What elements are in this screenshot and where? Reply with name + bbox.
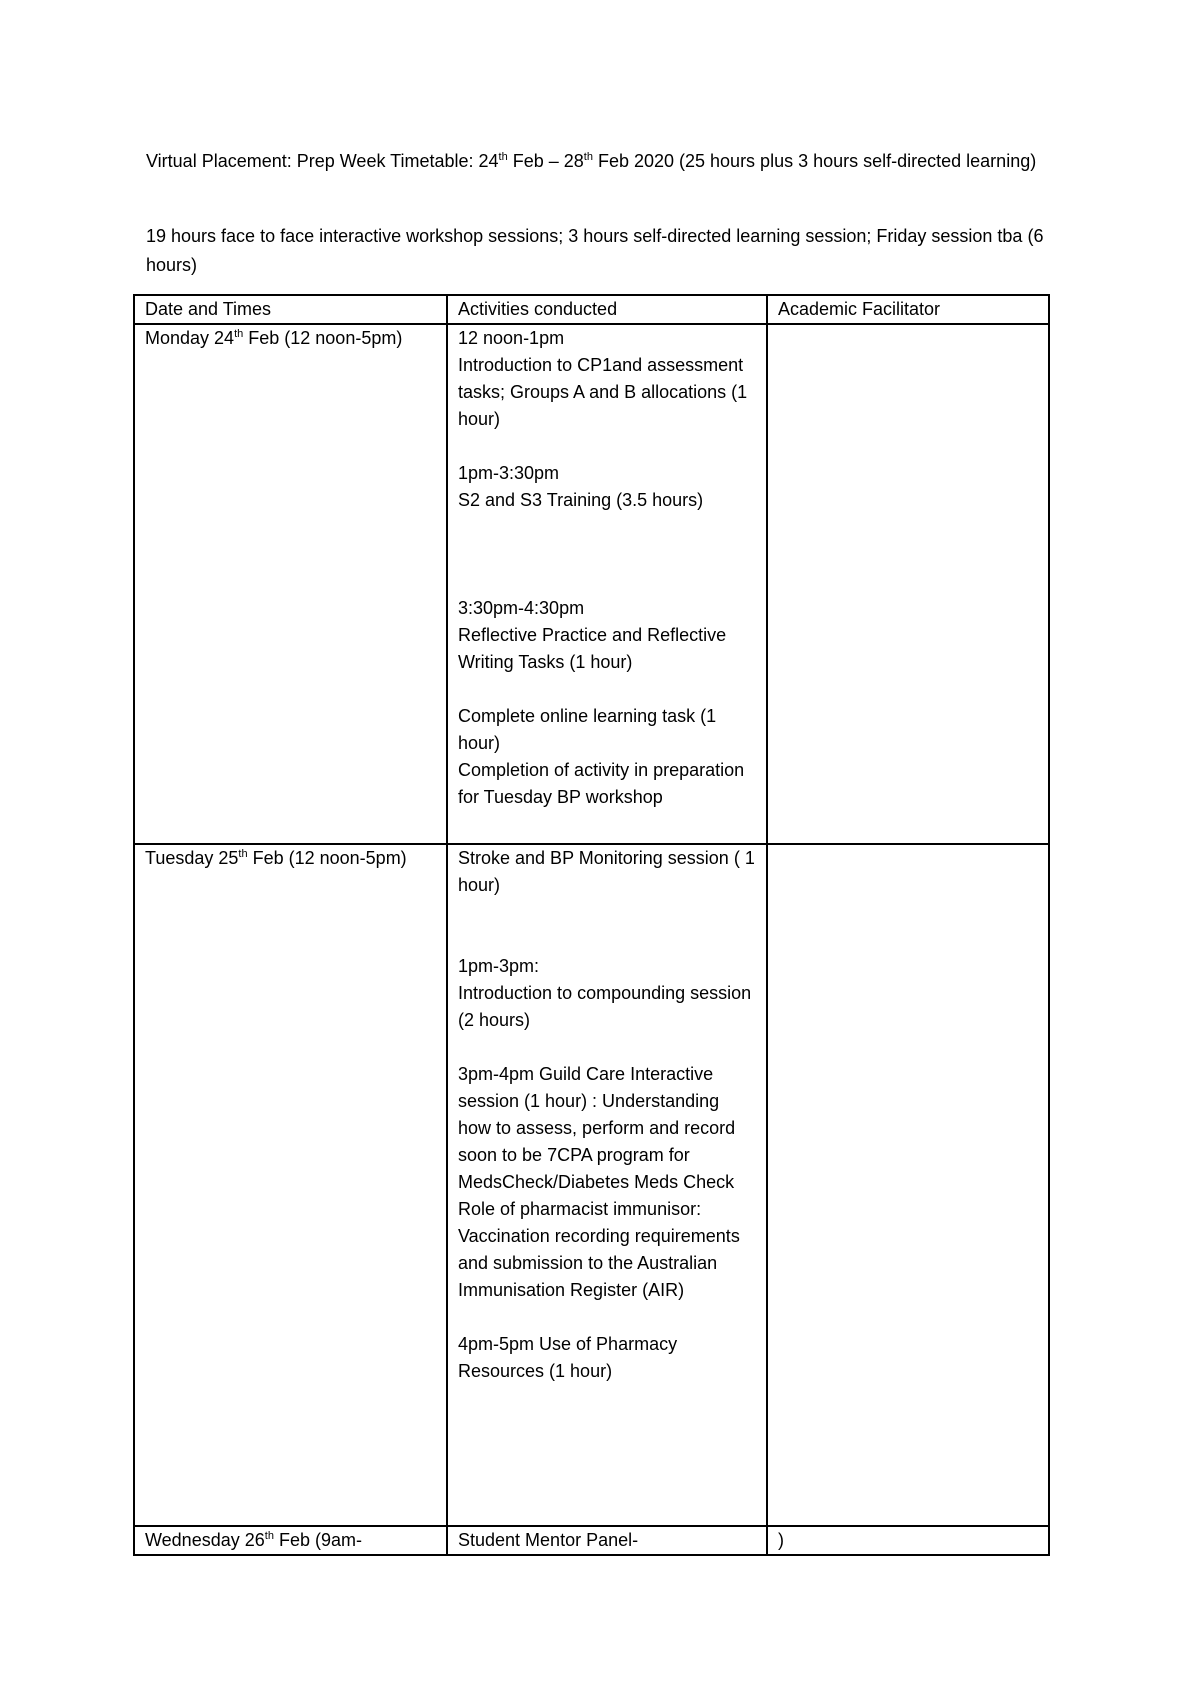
activity-text: Introduction to compounding session (2 hours)	[458, 983, 752, 1030]
date-text: Tuesday 25	[145, 848, 239, 868]
title-part: Feb 2020 (25 hours plus 3 hours self-directed learning)	[592, 151, 1037, 171]
activity-text: S2 and S3 Training (3.5 hours)	[458, 490, 704, 510]
table-row	[134, 324, 1049, 844]
activity-time: 3:30pm-4:30pm	[458, 598, 585, 618]
table-row	[134, 1526, 1049, 1555]
monday-date-cell	[134, 324, 447, 844]
title-part: Virtual Placement: Prep Week Timetable: 24	[146, 151, 499, 171]
activity-time: 1pm-3:30pm	[458, 463, 560, 483]
activity-text: Role of pharmacist immunisor: Vaccination recording requirements and submission to the Australian Immunisation Register (AIR)	[458, 1199, 740, 1300]
activity-text: Introduction to CP1and assessment tasks; Groups A and B allocations (1 hour)	[458, 355, 748, 429]
timetable-title	[146, 147, 1046, 176]
date-text: Feb (9am-	[273, 1530, 362, 1550]
wednesday-date-cell	[134, 1526, 447, 1555]
tuesday-activities-cell	[447, 844, 767, 1526]
tuesday-facilitator-cell	[767, 844, 1049, 1526]
tuesday-date-cell	[134, 844, 447, 1526]
activity-text: 3pm-4pm Guild Care Interactive session (1 hour) : Understanding how to assess, perform and record soon to be 7CPA program for MedsCheck/Diabetes Meds Check	[458, 1064, 736, 1192]
spacer	[458, 676, 756, 703]
activity-text: Reflective Practice and Reflective Writing Tasks (1 hour)	[458, 625, 727, 672]
date-text: Feb (12 noon-5pm)	[243, 328, 403, 348]
activity-text: Stroke and BP Monitoring session ( 1 hour)	[458, 848, 755, 895]
spacer	[458, 1034, 756, 1061]
title-part: Feb – 28	[507, 151, 584, 171]
timetable	[133, 294, 1050, 1556]
wednesday-facilitator-cell: )	[767, 1526, 1049, 1555]
wednesday-activities-cell: Student Mentor Panel-	[447, 1526, 767, 1555]
header-date-and-times: Date and Times	[134, 295, 447, 324]
monday-facilitator-cell	[767, 324, 1049, 844]
date-text: Feb (12 noon-5pm)	[247, 848, 407, 868]
activity-text: 4pm-5pm Use of Pharmacy Resources (1 hour)	[458, 1334, 678, 1381]
hours-summary: 19 hours face to face interactive workshop sessions; 3 hours self-directed learning session; Friday session tba (6 hours)	[146, 226, 1044, 275]
activity-text: Complete online learning task (1 hour)	[458, 706, 717, 753]
header-academic-facilitator: Academic Facilitator	[767, 295, 1049, 324]
date-superscript: th	[264, 1530, 274, 1542]
title-superscript: th	[498, 151, 508, 163]
date-superscript: th	[238, 848, 248, 860]
table-header-row	[134, 295, 1049, 324]
activity-time: 1pm-3pm:	[458, 956, 540, 976]
activity-text: Completion of activity in preparation for Tuesday BP workshop	[458, 760, 745, 807]
monday-activities-cell	[447, 324, 767, 844]
activity-time: 12 noon-1pm	[458, 328, 565, 348]
title-superscript: th	[583, 151, 593, 163]
table-row	[134, 844, 1049, 1526]
date-text: Monday 24	[145, 328, 235, 348]
spacer	[458, 899, 756, 953]
header-activities-conducted: Activities conducted	[447, 295, 767, 324]
spacer	[458, 514, 756, 595]
date-superscript: th	[234, 328, 244, 340]
spacer	[458, 1304, 756, 1331]
spacer	[458, 433, 756, 460]
date-text: Wednesday 26	[145, 1530, 265, 1550]
